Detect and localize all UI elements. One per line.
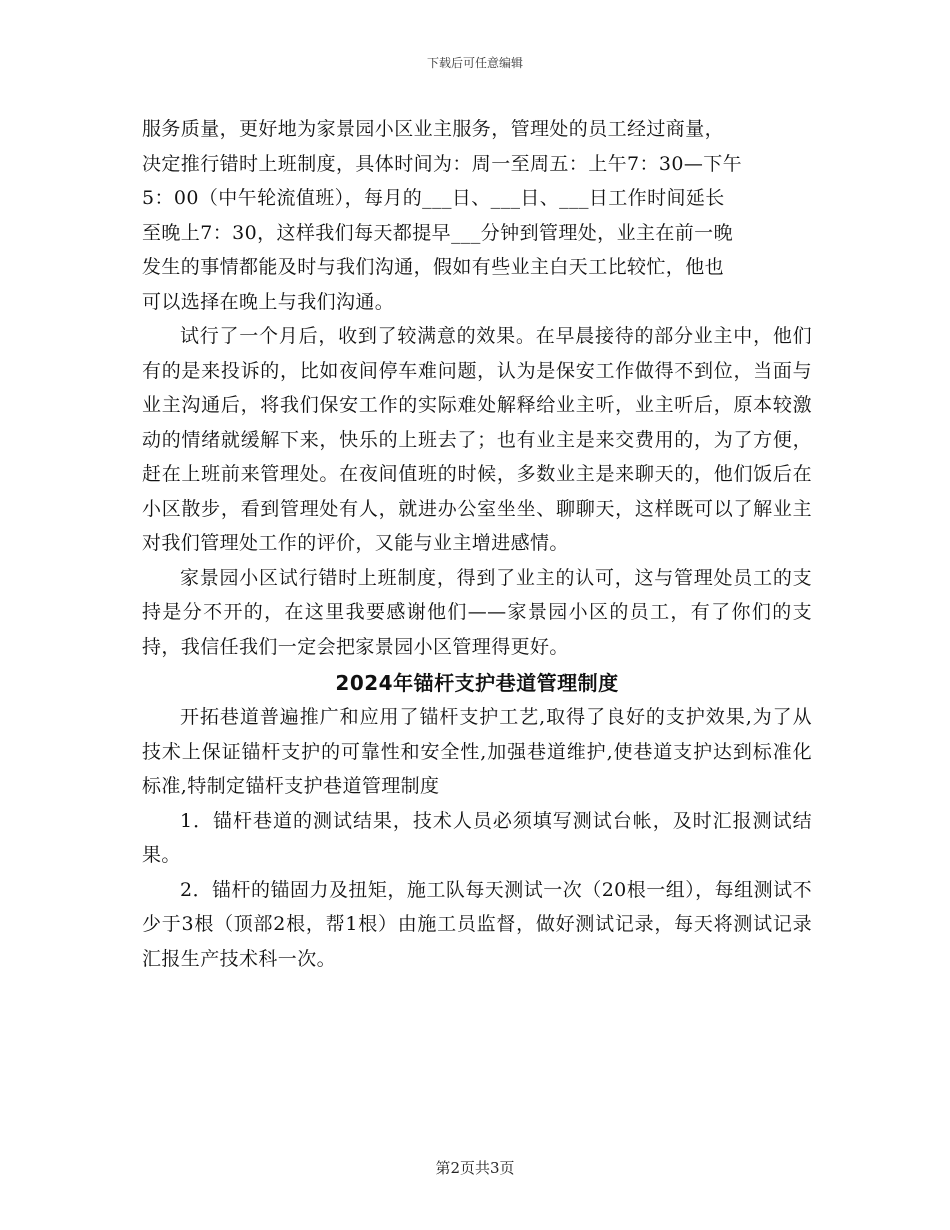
- paragraph-line: 发生的事情都能及时与我们沟通，假如有些业主白天工比较忙，他也: [142, 256, 725, 278]
- paragraph-line: 服务质量，更好地为家景园小区业主服务，管理处的员工经过商量，: [142, 118, 725, 140]
- paragraph-line: 5：00（中午轮流值班），每月的___日、___日、___日工作时间延长: [142, 187, 725, 209]
- list-item: 2．锚杆的锚固力及扭矩，施工队每天测试一次（20根一组），每组测试不少于3根（顶部2根，帮1根）由施工员监督，做好测试记录，每天将测试记录汇报生产技术科一次。: [142, 878, 812, 970]
- paragraph-line: 可以选择在晚上与我们沟通。: [142, 290, 395, 313]
- paragraph-line: 决定推行错时上班制度，具体时间为：周一至周五：上午7：30—下午: [142, 152, 743, 175]
- paragraph-thanks: 家景园小区试行错时上班制度，得到了业主的认可，这与管理处员工的支持是分不开的，在这里我要感谢他们——家景园小区的员工，有了你们的支持，我信任我们一定会把家景园小区管理得更好。: [142, 566, 812, 658]
- paragraph-line: 至晚上7：30，这样我们每天都提早___分钟到管理处，业主在前一晚: [142, 221, 733, 244]
- paragraph-trial-results: 试行了一个月后，收到了较满意的效果。在早晨接待的部分业主中，他们有的是来投诉的，比如夜间停车难问题，认为是保安工作做得不到位，当面与业主沟通后，将我们保安工作的实际难处解释给业主听，业主听后，原本较激动的情绪就缓解下来，快乐的上班去了；也有业主是来交费用的，为了方便，赶在上班前来管理处。在夜间值班的时候，多数业主是来聊天的，他们饭后在小区散步，看到管理处有人，就进办公室坐坐、聊聊天，这样既可以了解业主对我们管理处工作的评价，又能与业主增进感情。: [142, 325, 812, 554]
- document-body: [142, 112, 812, 976]
- list-item: 1．锚杆巷道的测试结果，技术人员必须填写测试台帐，及时汇报测试结果。: [142, 809, 812, 866]
- page-header: 下载后可任意编辑: [426, 56, 523, 70]
- section-title: 2024年锚杆支护巷道管理制度: [335, 671, 619, 695]
- paragraph-intro: 开拓巷道普遍推广和应用了锚杆支护工艺,取得了良好的支护效果,为了从技术上保证锚杆支护的可靠性和安全性,加强巷道维护,使巷道支护达到标准化标准,特制定锚杆支护巷道管理制度: [142, 706, 812, 797]
- page-footer: 第2页共3页: [435, 1159, 515, 1177]
